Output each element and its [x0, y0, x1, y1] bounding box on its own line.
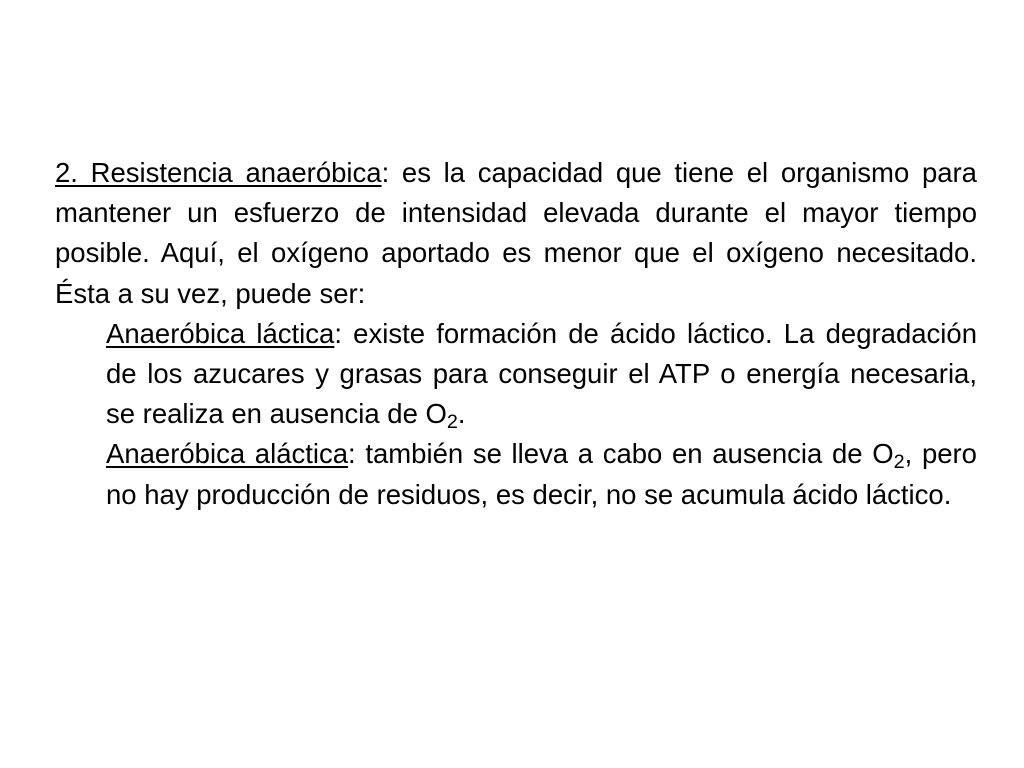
term-anaerobica-lactica: Anaeróbica láctica: [106, 317, 335, 349]
definition-text: .: [457, 398, 466, 430]
paragraph-resistencia-anaerobica: [55, 153, 977, 314]
paragraph-anaerobica-lactica: [106, 314, 977, 435]
subscript: 2: [446, 410, 458, 433]
paragraph-anaerobica-alactica: [106, 434, 977, 514]
definition-text: : también se lleva a cabo en ausencia de O: [348, 438, 894, 470]
term-anaerobica-alactica: Anaeróbica aláctica: [106, 438, 349, 470]
definition-text: : es la capacidad que tiene el organismo para mantener un esfuerzo de intensidad elevada durante el mayor tiempo posible. Aquí, el oxígeno aportado es menor que el oxígeno necesitado. Ésta a su vez, puede ser:: [55, 157, 977, 309]
term-resistencia-anaerobica: 2. Resistencia anaeróbica: [55, 157, 382, 188]
subscript: 2: [893, 451, 905, 474]
definition-text: : existe formación de ácido láctico. La degradación de los azucares y grasas para conseguir el ATP o energía necesaria, se realiza en ausencia de O: [106, 317, 977, 430]
definition-text: , pero no hay producción de residuos, es decir, no se acumula ácido láctico.: [106, 438, 977, 510]
slide-body: [55, 153, 977, 515]
